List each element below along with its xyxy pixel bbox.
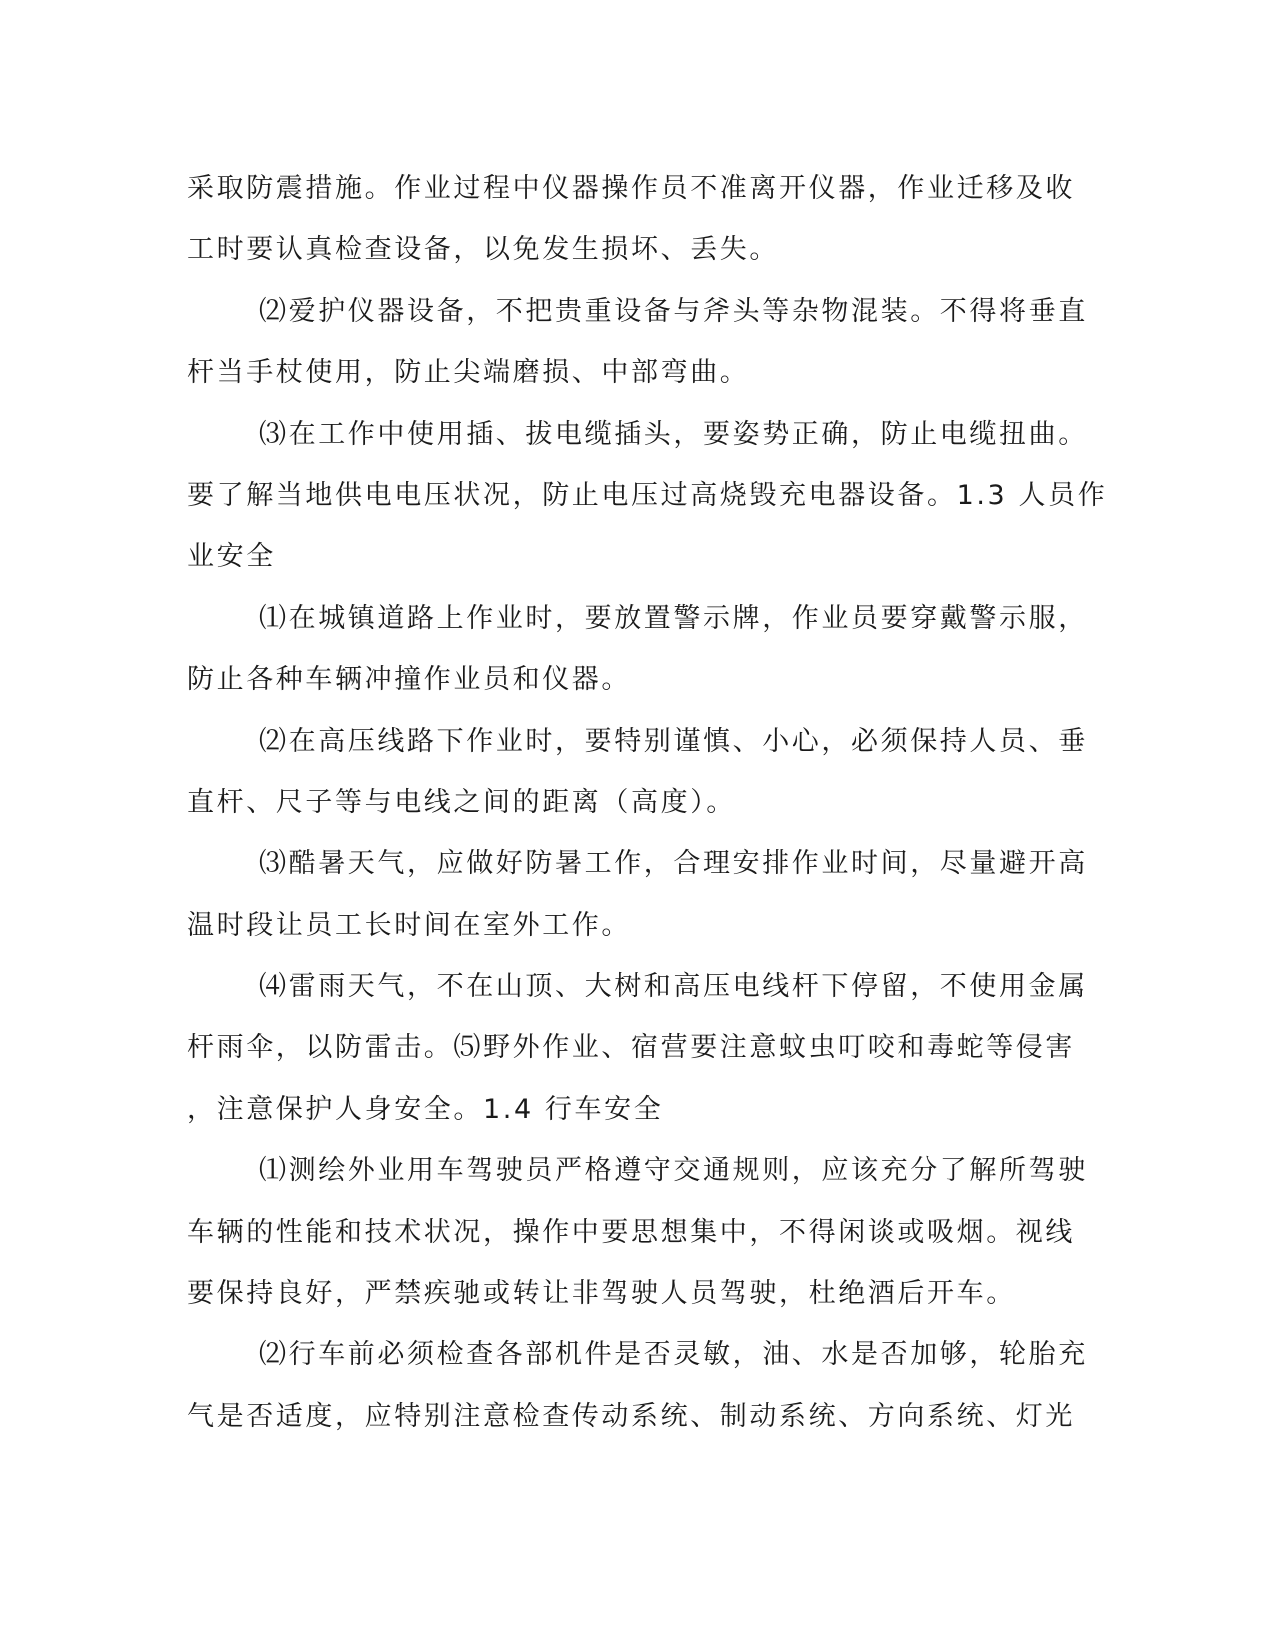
paragraph-first-line: ⑴在城镇道路上作业时，要放置警示牌，作业员要穿戴警示服， [259, 602, 1088, 634]
paragraph-first-line: ⑴测绘外业用车驾驶员严格遵守交通规则，应该充分了解所驾驶 [259, 1155, 1088, 1187]
text-line: 直杆、尺子等与电线之间的距离（高度）。 [187, 786, 736, 818]
text-line: 要了解当地供电电压状况，防止电压过高烧毁充电器设备。1.3 人员作 [187, 479, 1108, 511]
body-text [187, 158, 1108, 1447]
text-line: 防止各种车辆冲撞作业员和仪器。 [187, 664, 631, 696]
text-line: 气是否适度，应特别注意检查传动系统、制动系统、方向系统、灯光 [187, 1400, 1075, 1432]
text-line: 温时段让员工长时间在室外工作。 [187, 909, 631, 941]
text-line: 杆当手杖使用，防止尖端磨损、中部弯曲。 [187, 357, 750, 389]
text-line: 要保持良好，严禁疾驰或转让非驾驶人员驾驶，杜绝酒后开车。 [187, 1278, 1016, 1310]
paragraph-first-line: ⑵行车前必须检查各部机件是否灵敏，油、水是否加够，轮胎充 [259, 1339, 1088, 1371]
text-line: 业安全 [187, 541, 276, 573]
paragraph-first-line: ⑵在高压线路下作业时，要特别谨慎、小心，必须保持人员、垂 [259, 725, 1088, 757]
paragraph-first-line: ⑶酷暑天气，应做好防暑工作，合理安排作业时间，尽量避开高 [259, 848, 1088, 880]
paragraph-first-line: ⑵爱护仪器设备，不把贵重设备与斧头等杂物混装。不得将垂直 [259, 295, 1088, 327]
text-line: 工时要认真检查设备，以免发生损坏、丢失。 [187, 234, 779, 266]
paragraph-first-line: ⑷雷雨天气，不在山顶、大树和高压电线杆下停留，不使用金属 [259, 971, 1088, 1003]
text-line: 车辆的性能和技术状况，操作中要思想集中，不得闲谈或吸烟。视线 [187, 1216, 1075, 1248]
text-line: ，注意保护人身安全。1.4 行车安全 [187, 1093, 664, 1125]
text-line: 杆雨伞，以防雷击。⑸野外作业、宿营要注意蚊虫叮咬和毒蛇等侵害 [187, 1032, 1075, 1064]
paragraph-first-line: ⑶在工作中使用插、拔电缆插头，要姿势正确，防止电缆扭曲。 [259, 418, 1088, 450]
text-line: 采取防震措施。作业过程中仪器操作员不准离开仪器，作业迁移及收 [187, 173, 1075, 204]
